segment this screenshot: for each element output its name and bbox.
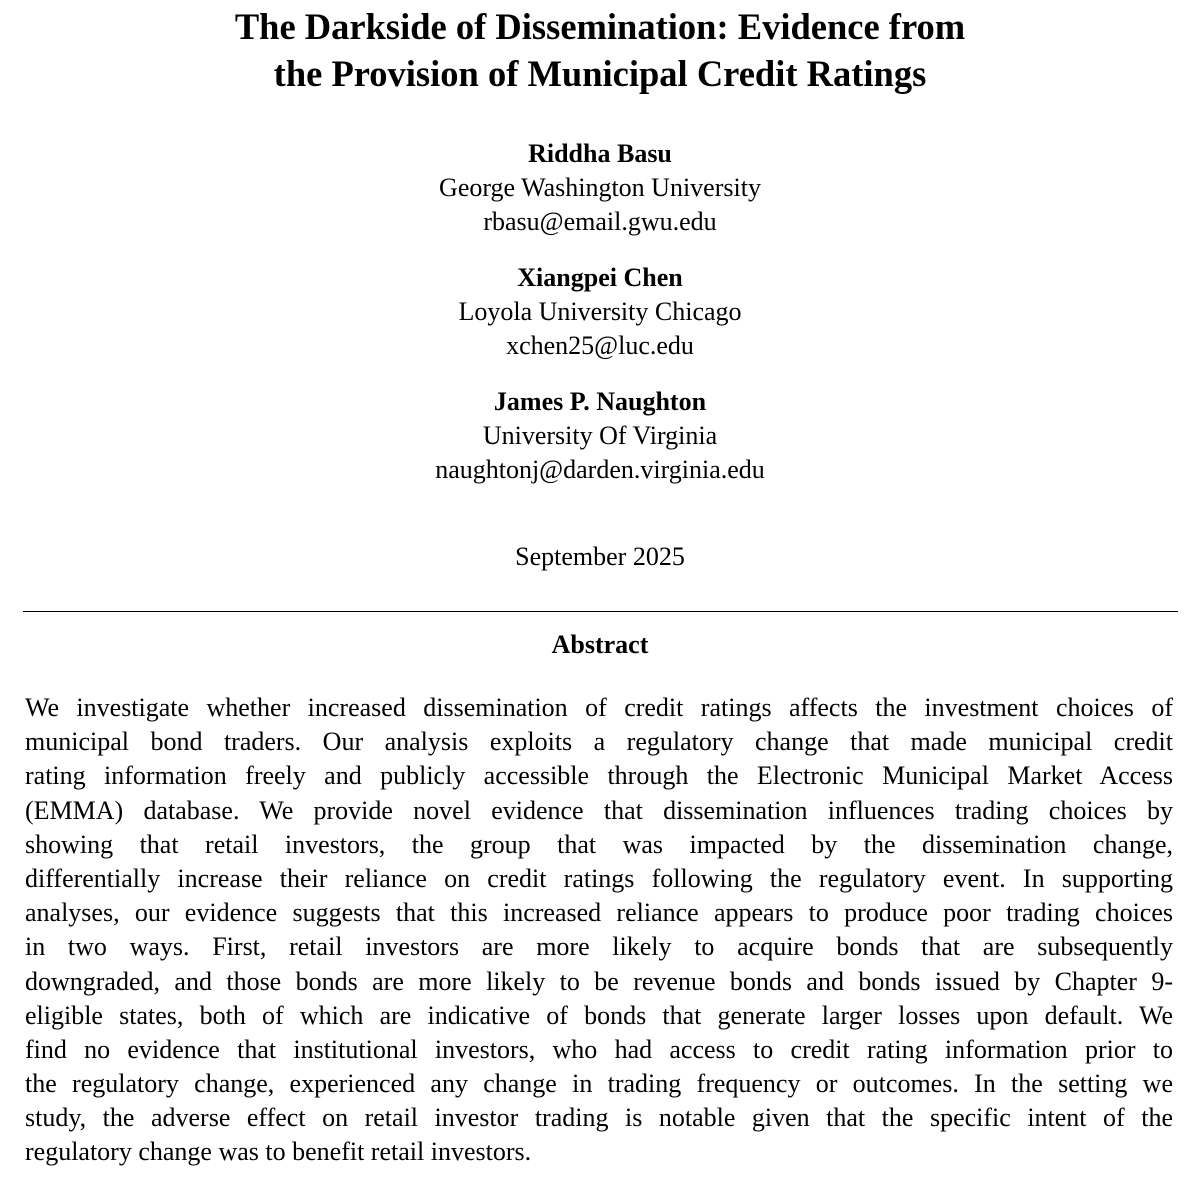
author-affiliation: Loyola University Chicago	[458, 297, 742, 326]
paper-title-line: The Darkside of Dissemination: Evidence from	[234, 6, 966, 47]
author-affiliation: George Washington University	[439, 173, 761, 202]
abstract-line: We investigate whether increased dissemination of credit ratings affects the investment choices of	[25, 693, 1173, 722]
abstract-heading: Abstract	[551, 630, 649, 659]
abstract-line: eligible states, both of which are indicative of bonds that generate larger losses upon default. We	[25, 1000, 1173, 1030]
publication-date: September 2025	[515, 542, 685, 571]
author-block	[0, 137, 1200, 239]
abstract-line: (EMMA) database. We provide novel evidence that dissemination influences trading choices by	[25, 795, 1173, 825]
abstract-line: analyses, our evidence suggests that this increased reliance appears to produce poor trading choices	[25, 898, 1173, 928]
abstract-line: differentially increase their reliance on credit ratings following the regulatory event. In supporting	[25, 863, 1173, 893]
horizontal-divider	[23, 611, 1178, 612]
author-name: Xiangpei Chen	[517, 263, 683, 292]
author-email: naughtonj@darden.virginia.edu	[435, 455, 765, 484]
author-block	[0, 261, 1200, 363]
author-name: James P. Naughton	[493, 387, 707, 416]
abstract-line: showing that retail investors, the group that was impacted by the dissemination change,	[25, 829, 1173, 859]
abstract-line: rating information freely and publicly accessible through the Electronic Municipal Market Access	[25, 761, 1173, 791]
abstract-line: find no evidence that institutional investors, who had access to credit rating information prior to	[25, 1034, 1173, 1064]
author-name: Riddha Basu	[528, 139, 672, 168]
paper-title	[0, 3, 1200, 97]
abstract-line: municipal bond traders. Our analysis exploits a regulatory change that made municipal credit	[25, 727, 1173, 757]
abstract-line: downgraded, and those bonds are more likely to be revenue bonds and bonds issued by Chapter 9-	[25, 966, 1173, 996]
abstract-line: the regulatory change, experienced any change in trading frequency or outcomes. In the setting we	[25, 1069, 1173, 1099]
author-email: xchen25@luc.edu	[506, 331, 694, 360]
abstract-line: in two ways. First, retail investors are more likely to acquire bonds that are subsequently	[25, 932, 1173, 962]
author-list	[0, 137, 1200, 509]
abstract-body	[25, 691, 1173, 1170]
author-block	[0, 385, 1200, 487]
author-affiliation: University Of Virginia	[482, 421, 718, 450]
paper-title-line: the Provision of Municipal Credit Ratings	[273, 53, 927, 94]
author-email: rbasu@email.gwu.edu	[483, 207, 717, 236]
abstract-line: study, the adverse effect on retail investor trading is notable given that the specific intent of the	[25, 1103, 1173, 1133]
abstract-line: regulatory change was to benefit retail investors.	[25, 1137, 532, 1167]
